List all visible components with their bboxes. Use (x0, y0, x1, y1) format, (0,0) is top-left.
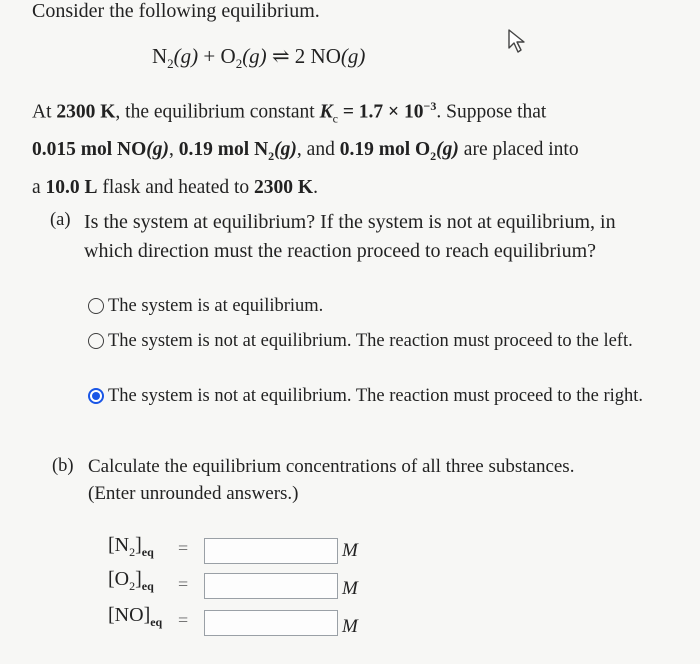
unit-label: M (342, 616, 358, 637)
radio-button[interactable] (88, 333, 104, 349)
unit-label: M (342, 578, 358, 599)
option-proceed-left[interactable] (88, 329, 648, 353)
option-label: The system is not at equilibrium. The reaction must proceed to the right. (108, 386, 644, 406)
no-concentration-input[interactable] (204, 610, 338, 636)
o2-concentration-input[interactable] (204, 573, 338, 599)
equals-sign: = (178, 610, 189, 630)
n2-eq-label: $[N_2]_{eq}$ (108, 534, 154, 559)
problem-intro: Consider the following equilibrium. (32, 0, 320, 22)
chemical-equation: $N_2(g) + O_2(g)$ ⇌ 2 NO(g) (152, 44, 366, 72)
part-b-label: (b) (52, 456, 74, 476)
part-b-question: Calculate the equilibrium concentrations of all three substances. (Enter unrounded answers.) (88, 456, 575, 504)
problem-statement: At 2300 K, the equilibrium constant $K_c = 1.7 \times 10^{-3}$. Suppose that 0.015 mol NO(g), 0.19 mol $N_2(g)$, and 0.19 mol $O_2(g)$ are placed into a 10.0 L flask and heated to 2300 K. (32, 99, 579, 199)
n2-concentration-input[interactable] (204, 538, 338, 564)
unit-label: M (342, 540, 358, 561)
radio-button-selected[interactable] (88, 388, 104, 404)
option-at-equilibrium[interactable] (88, 294, 648, 318)
part-a-question: Is the system at equilibrium? If the system is not at equilibrium, in which direction must the reaction proceed to reach equilibrium? (84, 211, 616, 262)
option-proceed-right[interactable] (88, 384, 648, 408)
equals-sign: = (178, 538, 189, 558)
radio-button[interactable] (88, 298, 104, 314)
cursor-icon (506, 28, 528, 54)
o2-eq-label: $[O_2]_{eq}$ (108, 568, 154, 593)
option-label: The system is at equilibrium. (108, 296, 324, 316)
part-a-label: (a) (50, 210, 71, 230)
no-eq-label: $[NO]_{eq}$ (108, 604, 163, 629)
option-label: The system is not at equilibrium. The reaction must proceed to the left. (108, 331, 633, 351)
equals-sign: = (178, 574, 189, 594)
